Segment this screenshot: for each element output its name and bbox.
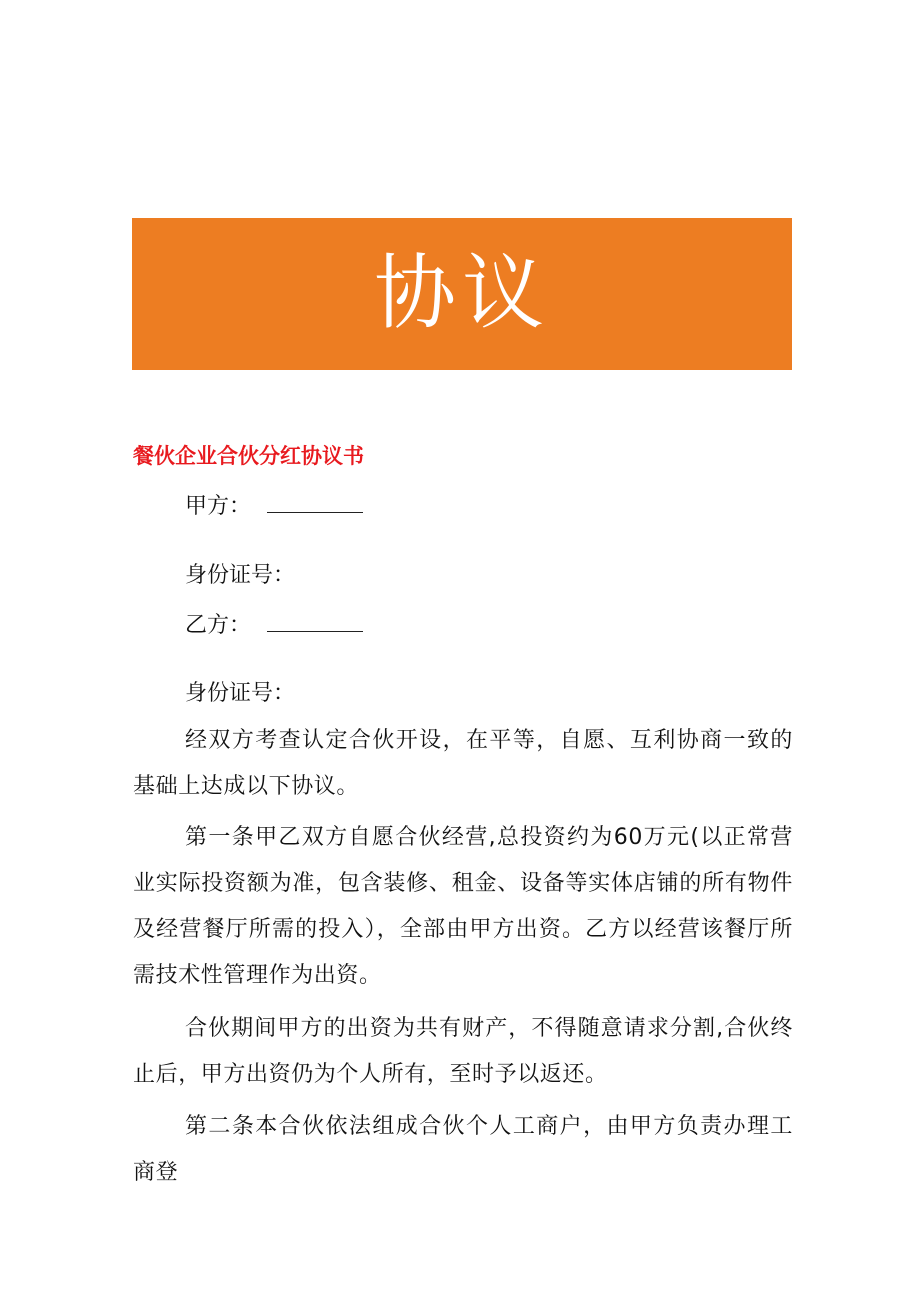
- title-banner: [132, 218, 792, 370]
- document-title: 餐伙企业合伙分红协议书: [133, 444, 364, 468]
- party-a-blank: [267, 494, 363, 513]
- paragraph-joint-property: 合伙期间甲方的出资为共有财产，不得随意请求分割,合伙终止后，甲方出资仍为个人所有，至时予以返还。: [133, 1016, 793, 1087]
- party-b-blank: [267, 613, 363, 632]
- paragraph-article-1: 第一条甲乙双方自愿合伙经营,总投资约为60万元(以正常营业实际投资额为准，包含装修、租金、设备等实体店铺的所有物件及经营餐厅所需的投入），全部由甲方出资。乙方以经营该餐厅所需技术性管理作为出资。: [133, 825, 793, 988]
- paragraph-article-2: 第二条本合伙依法组成合伙个人工商户，由甲方负责办理工商登: [133, 1114, 793, 1185]
- party-b-label: 乙方：: [185, 613, 252, 638]
- party-a-label: 甲方：: [185, 494, 252, 519]
- party-a-line: [185, 492, 363, 522]
- paragraph-intro: 经双方考查认定合伙开设，在平等，自愿、互利协商一致的基础上达成以下协议。: [133, 728, 793, 799]
- party-b-id-label: 身份证号：: [185, 681, 296, 706]
- party-b-line: [185, 611, 363, 641]
- banner-title: 协议: [373, 246, 550, 341]
- party-a-id-label: 身份证号：: [185, 563, 296, 588]
